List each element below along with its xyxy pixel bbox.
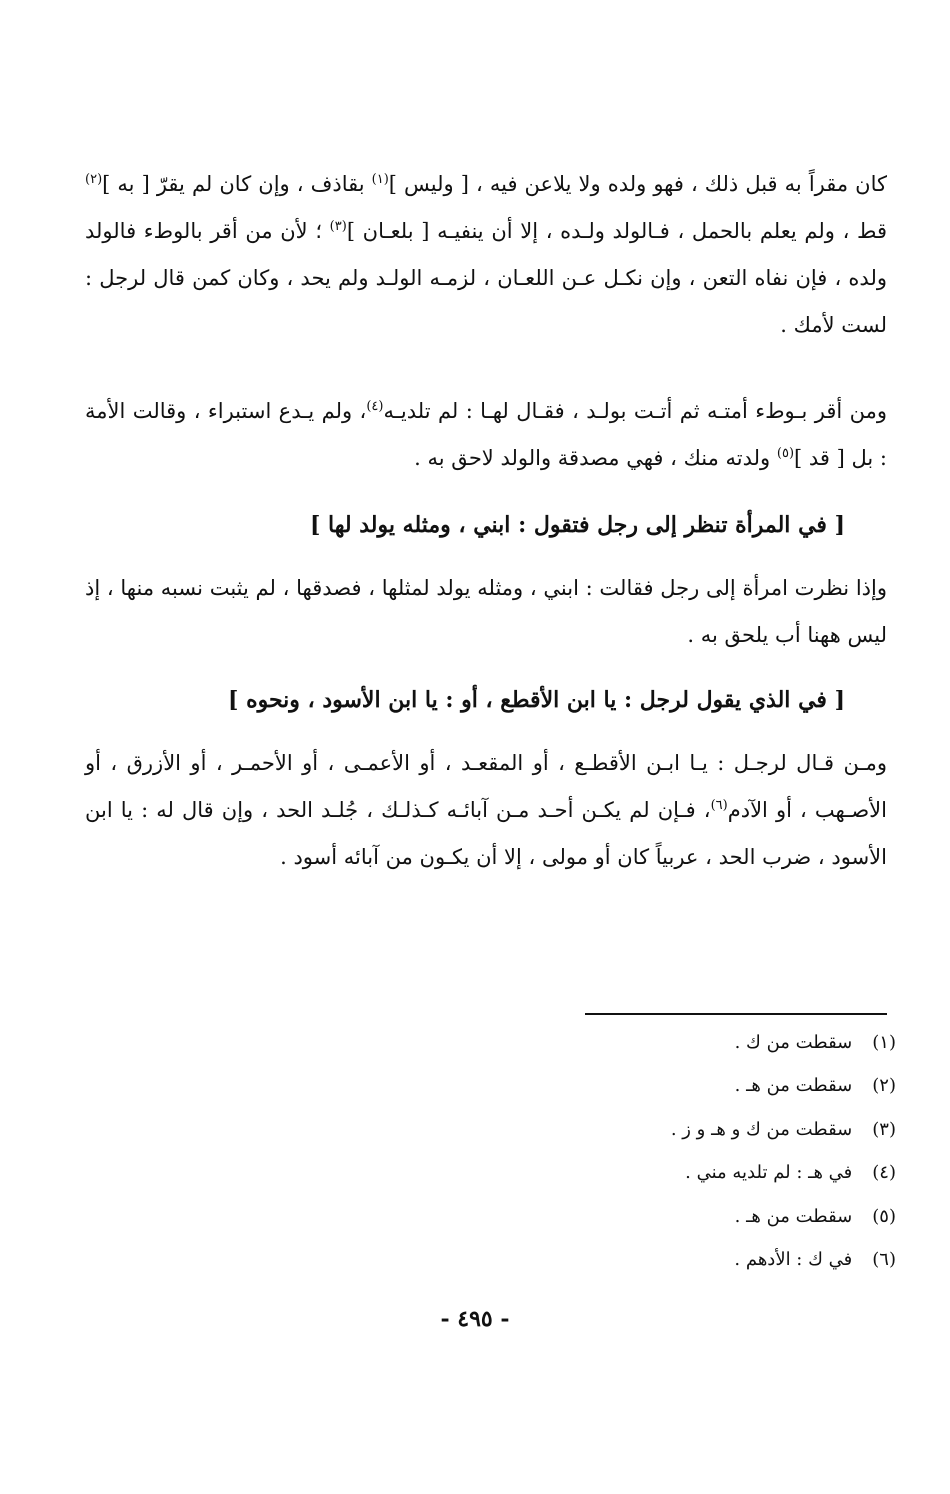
section-heading-1: [ في المرأة تنظر إلى رجل فتقول : ابني ، ومثله يولد لها ]: [309, 512, 845, 538]
paragraph-4: [85, 740, 887, 881]
footnote-ref-5: (٥): [776, 446, 795, 461]
paragraph-4-text-a: ومـن قـال لرجـل : يـا ابـن الأقطـع ، أو المقعـد ، أو الأعمـى ، أو الأحمـر ، أو الأزرق ، أو الأصـهب ، أو الآدم: [85, 751, 887, 822]
footnote-2: [560, 1073, 896, 1099]
footnote-6: [560, 1247, 896, 1273]
footnote-5: [560, 1204, 896, 1230]
footnote-text: سقطت من ك و هـ و ز .: [670, 1119, 853, 1140]
footnote-number: (٥): [872, 1206, 896, 1227]
paragraph-3: [85, 565, 887, 659]
page-number: - ٤٩٥ -: [440, 1306, 510, 1332]
footnote-1: [560, 1030, 896, 1056]
paragraph-1-text-d: ؛ لأن من أقر بالوطء فالولد ولده ، فإن نفاه التعن ، وإن نكـل عـن اللعـان ، لزمـه الولـد ولم يحد ، وكان كمن قال لرجل : لست لأمك .: [85, 219, 887, 337]
footnote-3: [560, 1117, 896, 1143]
footnote-number: (١): [872, 1032, 896, 1053]
section-heading-2: [ في الذي يقول لرجل : يا ابن الأقطع ، أو : يا ابن الأسود ، ونحوه ]: [228, 687, 845, 713]
footnote-4: [560, 1160, 896, 1186]
paragraph-1-text-a: كان مقراً به قبل ذلك ، فهو ولده ولا يلاعن فيه ، [ وليس ]: [388, 172, 888, 196]
footnote-number: (٢): [872, 1075, 896, 1096]
footnote-text: سقطت من ك .: [734, 1032, 853, 1053]
paragraph-4-text-b: ، فـإن لم يكـن أحـد مـن آبائـه كـذلـك ، جُلـد الحد ، وإن قال له : يا ابن الأسود ، ضرب الحد ، عربياً كان أو مولى ، إلا أن يكـون من آبائه أسود .: [85, 798, 887, 869]
footnote-separator: [585, 1013, 887, 1015]
footnote-ref-2: (٢): [85, 172, 103, 187]
footnote-text: في ك : الأدهم .: [734, 1249, 853, 1270]
footnote-ref-4: (٤): [366, 399, 384, 414]
paragraph-1-text-b: بقاذف ، وإن كان لم يقرّ [ به ]: [102, 172, 372, 196]
footnote-text: سقطت من هـ .: [734, 1075, 853, 1096]
footnote-text: سقطت من هـ .: [734, 1206, 853, 1227]
footnote-number: (٤): [872, 1162, 896, 1183]
paragraph-1-text-c: قط ، ولم يعلم بالحمل ، فـالولد ولـده ، إلا أن ينفيـه [ بلعـان ]: [346, 219, 887, 243]
footnote-number: (٦): [872, 1249, 896, 1270]
paragraph-2-text-c: ولدته منك ، فهي مصدقة والولد لاحق به .: [414, 446, 777, 470]
footnote-ref-6: (٦): [710, 798, 728, 813]
paragraph-2: [85, 388, 887, 482]
paragraph-1: [85, 161, 887, 349]
paragraph-2-text-a: ومن أقر بـوطء أمتـه ثم أتـت بولـد ، فقـال لهـا : لم تلديـه: [383, 399, 887, 423]
footnote-number: (٣): [872, 1119, 896, 1140]
footnote-ref-1: (١): [371, 172, 389, 187]
footnote-text: في هـ : لم تلديه مني .: [685, 1162, 853, 1183]
footnote-ref-3: (٣): [329, 219, 347, 234]
paragraph-2-text-b: ، ولم يـدع استبراء ، وقالت الأمة : بل [ قد ]: [85, 399, 887, 470]
paragraph-3-text: وإذا نظرت امرأة إلى رجل فقالت : ابني ، ومثله يولد لمثلها ، فصدقها ، لم يثبت نسبه منها ، إذ ليس ههنا أب يلحق به .: [85, 576, 887, 647]
